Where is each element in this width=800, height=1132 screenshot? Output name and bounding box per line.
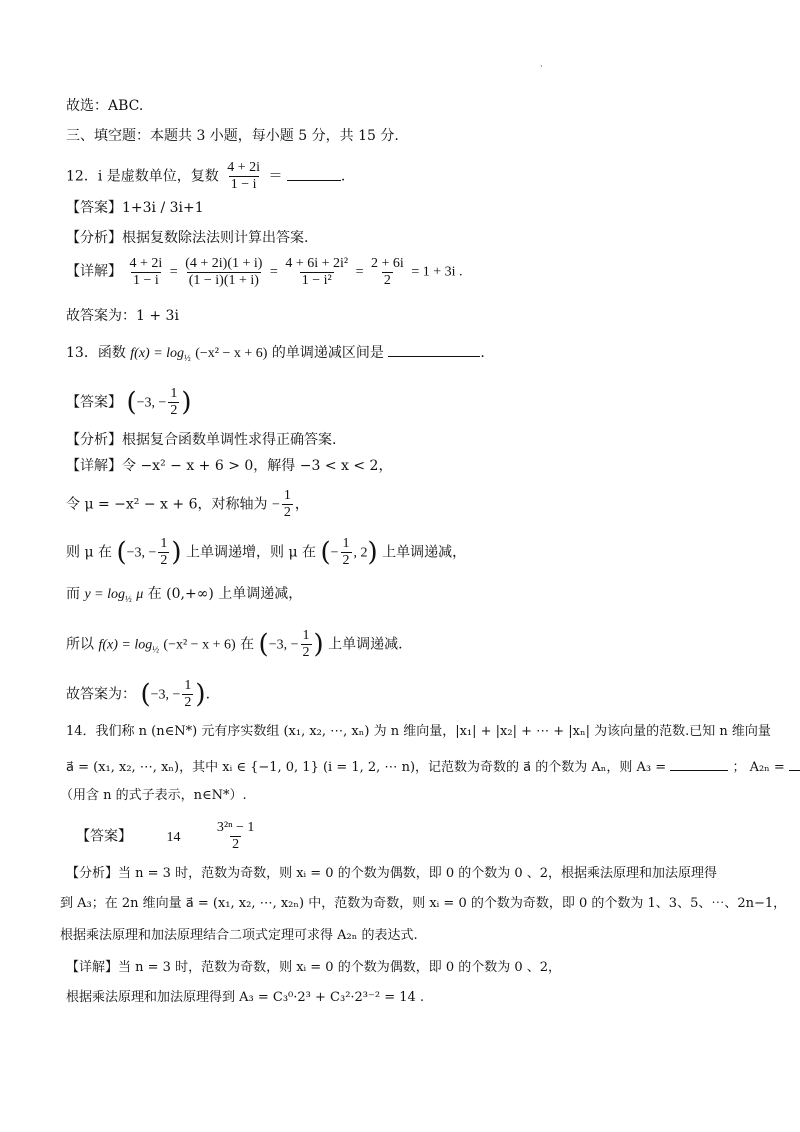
paren-left: ( bbox=[140, 679, 151, 710]
frac-den: 2 bbox=[302, 645, 310, 660]
frac-num: 3²ⁿ − 1 bbox=[216, 820, 255, 835]
frac-num: 4 + 2i bbox=[227, 160, 260, 175]
frac-num: (4 + 2i)(1 + i) bbox=[185, 256, 263, 271]
neg-sign: − bbox=[330, 545, 339, 561]
frac-den: 2 bbox=[160, 553, 168, 568]
answer-blank bbox=[388, 342, 480, 357]
q13-monotone-line bbox=[66, 536, 466, 569]
answer-blank-2 bbox=[789, 756, 800, 771]
q13-y-line bbox=[66, 584, 302, 609]
interval-a: −3, − bbox=[136, 395, 167, 411]
frac-den: 2 bbox=[170, 403, 178, 418]
q12-eq: ＝ bbox=[268, 168, 283, 185]
log-base: ½ bbox=[152, 644, 159, 655]
question-14-line-1: 14．我们称 n (n∈N*) 元有序实数组 (x₁, x₂, ⋯, xₙ) 为 n 维向量，|x₁| + |x₂| + ⋯ + |xₙ| 为该向量的范数.已知 n 维向量 bbox=[66, 724, 771, 739]
log-base: ½ bbox=[184, 352, 191, 363]
answer-label: 【答案】 bbox=[76, 828, 132, 845]
frac-num: 1 bbox=[160, 536, 168, 551]
detail-label: 【详解】 bbox=[66, 263, 122, 280]
q13-arg: (−x² − x + 6) bbox=[195, 346, 268, 361]
q12-fraction bbox=[225, 160, 262, 193]
answer-2-frac bbox=[215, 820, 257, 853]
answer-blank-1 bbox=[670, 756, 728, 771]
q12-answer: 【答案】1+3i / 3i+1 bbox=[66, 200, 204, 216]
question-13: 13．函数 $f(x) = \log_{\frac{1}{2}} (-x^2 - x + 6)$ 的单调递减区间是 . bbox=[66, 342, 485, 368]
half-frac bbox=[182, 678, 193, 711]
paren-right: ) bbox=[367, 537, 378, 568]
text-line: 故选：ABC. bbox=[66, 98, 144, 114]
frac-den: 2 bbox=[383, 273, 391, 288]
frac-num: 1 bbox=[283, 488, 291, 503]
q14-answer bbox=[76, 820, 258, 853]
detail-frac-4 bbox=[369, 256, 406, 289]
q12-final: 故答案为：1 + 3i bbox=[66, 308, 179, 324]
paren-right: ) bbox=[181, 387, 192, 418]
half-frac bbox=[158, 536, 169, 569]
detail-frac-2 bbox=[183, 256, 264, 289]
half-frac bbox=[168, 386, 179, 419]
frac-den: 2 bbox=[283, 505, 291, 520]
neg-sign: − bbox=[271, 497, 280, 513]
q14-detail-1: 【详解】当 n = 3 时，范数为奇数，则 xᵢ = 0 的个数为偶数，即 0 的个数为 0 、2， bbox=[66, 960, 562, 975]
interval-a: −3, − bbox=[126, 545, 157, 561]
frac-num: 1 bbox=[184, 678, 192, 693]
mu-text: 令 μ = −x² − x + 6，对称轴为 bbox=[66, 496, 268, 513]
question-14-line-3: （用含 n 的式子表示，n∈N*）. bbox=[60, 788, 247, 803]
q13-final bbox=[66, 678, 210, 711]
paren-left: ( bbox=[126, 387, 137, 418]
y-text-b: 在 (0,+∞) 上单调递减， bbox=[147, 586, 303, 602]
frac-num: 2 + 6i bbox=[371, 256, 404, 271]
mu-symbol: μ bbox=[136, 587, 144, 602]
q14-analysis-1: 【分析】当 n = 3 时，范数为奇数，则 xᵢ = 0 的个数为偶数，即 0 的个数为 0 、2，根据乘法原理和加法原理得 bbox=[66, 866, 718, 881]
detail-frac-1 bbox=[128, 256, 165, 289]
log-base: ½ bbox=[125, 593, 132, 604]
eq: = bbox=[269, 264, 278, 280]
answer-label: 【答案】 bbox=[66, 394, 122, 411]
half-frac bbox=[282, 488, 293, 521]
eq: = bbox=[355, 264, 364, 280]
detail-result: = 1 + 3i . bbox=[411, 264, 463, 280]
q12-detail bbox=[66, 256, 463, 289]
question-12: 12．i 是虚数单位，复数 $\frac{4 + 2i}{1 - i}$ ＝ . bbox=[66, 160, 346, 192]
y-text-a: 而 bbox=[66, 586, 80, 602]
question-14-line-2 bbox=[66, 756, 800, 778]
frac-num: 1 bbox=[302, 628, 310, 643]
q12-analysis: 【分析】根据复数除法法则计算出答案. bbox=[66, 230, 309, 246]
mono-text-b: 上单调递增，则 μ 在 bbox=[186, 544, 317, 561]
section-heading: 三、填空题：本题共 3 小题，每小题 5 分，共 15 分. bbox=[66, 128, 399, 144]
eq: = bbox=[169, 264, 178, 280]
q13-text-2: 的单调递减区间是 bbox=[271, 345, 384, 361]
frac-den: (1 − i)(1 + i) bbox=[188, 273, 259, 288]
y-log: y = log bbox=[84, 587, 126, 602]
mono-text-a: 则 μ 在 bbox=[66, 544, 112, 561]
q14-text-b: ； A₂ₙ = bbox=[732, 760, 785, 775]
frac-num: 1 bbox=[170, 386, 178, 401]
period: . bbox=[205, 686, 211, 703]
frac-den: 1 − i² bbox=[301, 273, 332, 288]
mono-text-c: 上单调递减， bbox=[382, 544, 467, 561]
so-text-c: 上单调递减. bbox=[328, 636, 403, 653]
q13-func: f(x) = log bbox=[130, 346, 185, 361]
paren-right: ) bbox=[313, 629, 324, 660]
paren-left: ( bbox=[320, 537, 331, 568]
frac-num: 4 + 6i + 2i² bbox=[285, 256, 349, 271]
q13-so-line bbox=[66, 628, 403, 661]
q14-detail-2: 根据乘法原理和加法原理得到 A₃ = C₃⁰·2³ + C₃²·2³⁻² = 14 . bbox=[66, 990, 425, 1005]
frac-den: 1 − i bbox=[133, 273, 159, 288]
so-text-b: 在 bbox=[240, 636, 255, 653]
q13-detail: 【详解】令 −x² − x + 6 > 0，解得 −3 < x < 2， bbox=[66, 458, 393, 474]
detail-frac-3 bbox=[283, 256, 350, 289]
q13-arg: (−x² − x + 6) bbox=[163, 637, 236, 653]
paren-left: ( bbox=[116, 537, 127, 568]
q13-text: 13．函数 bbox=[66, 345, 126, 361]
frac-den: 2 bbox=[232, 837, 240, 852]
frac-num: 1 bbox=[342, 536, 350, 551]
paren-left: ( bbox=[258, 629, 269, 660]
comma: ， bbox=[294, 496, 309, 513]
q14-text: a⃗ = (x₁, x₂, ⋯, xₙ)，其中 xᵢ ∈ {−1, 0, 1} (i = 1, 2, ⋯ n)，记范数为奇数的 a⃗ 的个数为 Aₙ，则 A₃ = bbox=[66, 760, 667, 775]
q14-analysis-3: 根据乘法原理和加法原理结合二项式定理可求得 A₂ₙ 的表达式. bbox=[60, 928, 418, 943]
q13-answer bbox=[66, 386, 192, 419]
frac-den: 2 bbox=[184, 695, 192, 710]
final-text: 故答案为： bbox=[66, 686, 136, 703]
interval-a: −3, − bbox=[150, 687, 181, 703]
q14-analysis-2: 到 A₃；在 2n 维向量 a⃗ = (x₁, x₂, ⋯, x₂ₙ) 中，范数为奇数，则 xᵢ = 0 的个数为奇数，即 0 的个数为 1、3、5、⋯、2n−1， bbox=[60, 896, 787, 911]
frac-num: 4 + 2i bbox=[129, 256, 163, 271]
interval-b: , 2 bbox=[353, 545, 368, 561]
scan-dot: · bbox=[540, 62, 543, 71]
q13-func: f(x) = log bbox=[98, 637, 153, 653]
paren-right: ) bbox=[171, 537, 182, 568]
answer-1: 14 bbox=[166, 829, 181, 845]
q13-analysis: 【分析】根据复合函数单调性求得正确答案. bbox=[66, 432, 337, 448]
interval-a: −3, − bbox=[268, 637, 299, 653]
so-text-a: 所以 bbox=[66, 636, 94, 653]
half-frac bbox=[301, 628, 312, 661]
answer-blank bbox=[287, 166, 341, 181]
frac-den: 2 bbox=[342, 553, 350, 568]
q12-text: 12．i 是虚数单位，复数 bbox=[66, 168, 219, 185]
frac-den: 1 − i bbox=[230, 177, 257, 192]
q13-mu-line bbox=[66, 488, 309, 521]
half-frac bbox=[341, 536, 352, 569]
paren-right: ) bbox=[195, 679, 206, 710]
